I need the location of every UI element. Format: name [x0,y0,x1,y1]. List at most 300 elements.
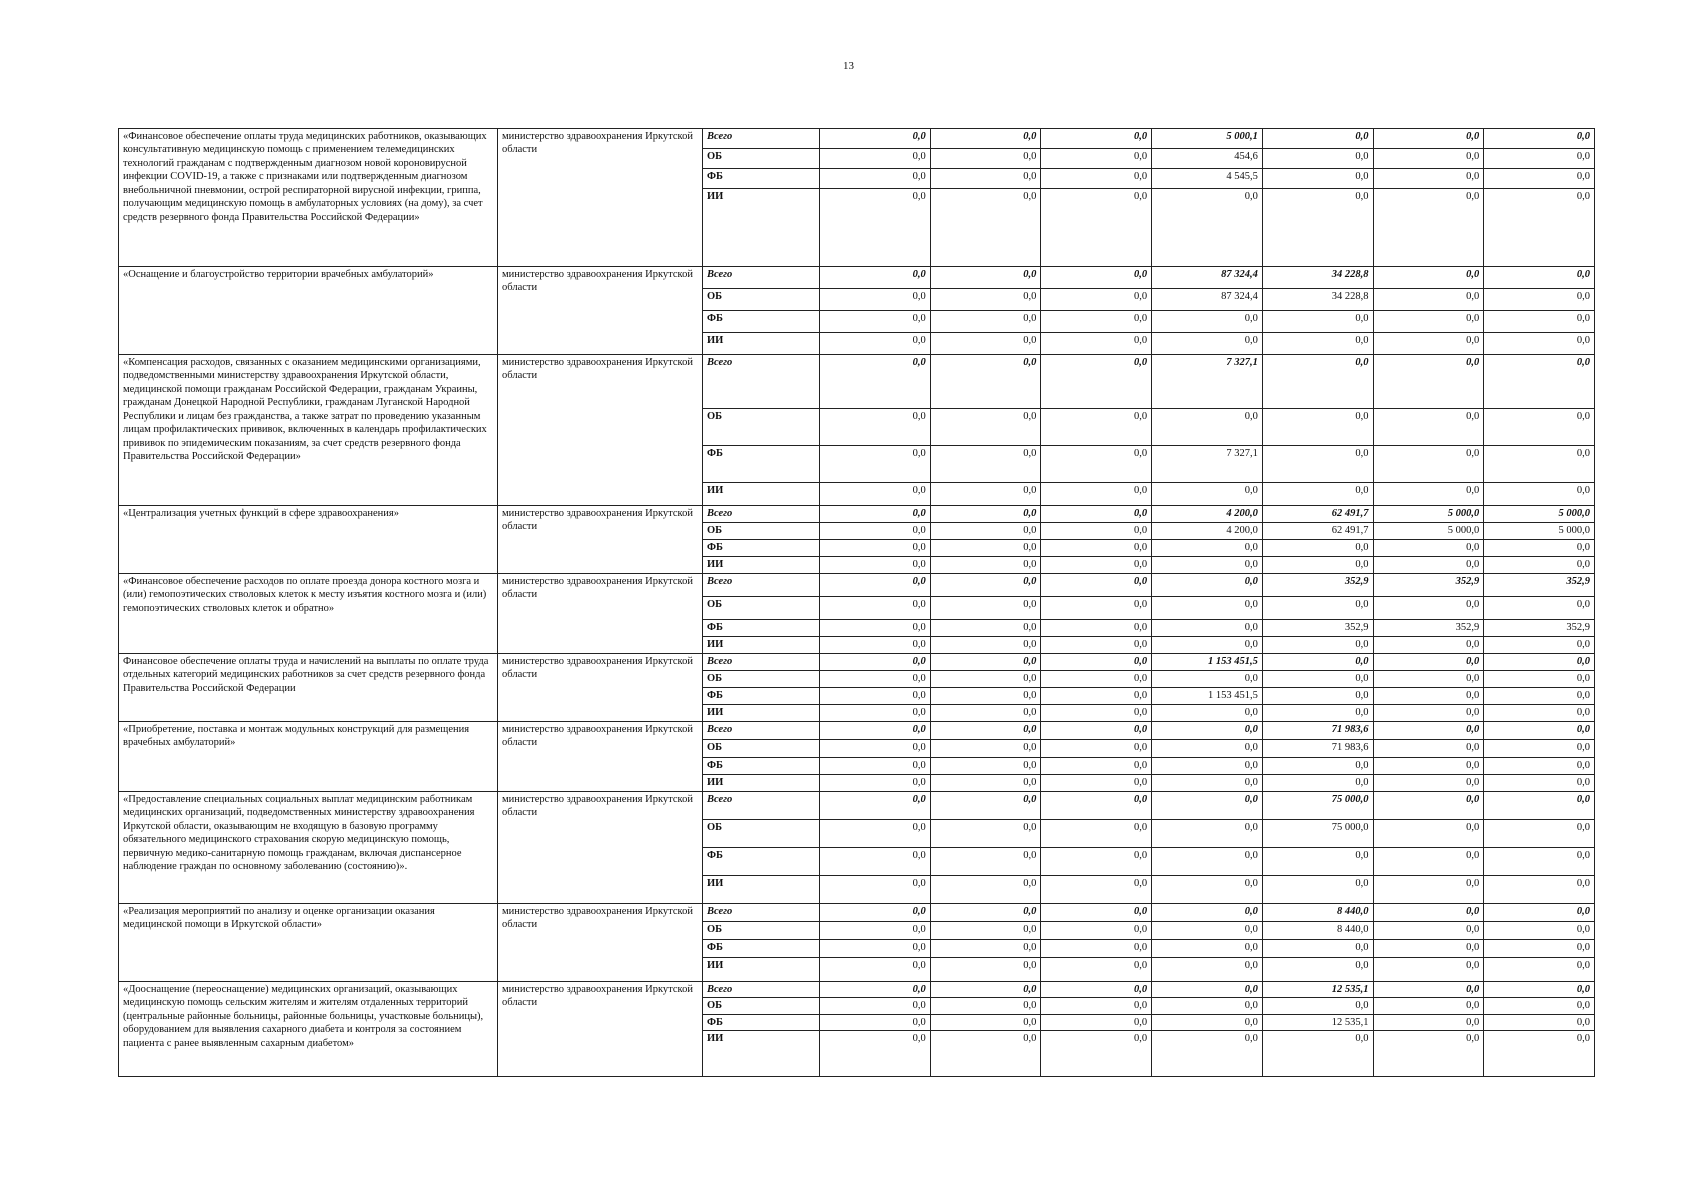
amount-cell: 0,0 [930,149,1041,169]
amount-cell: 0,0 [1152,557,1263,574]
amount-cell: 0,0 [930,654,1041,671]
amount-cell: 0,0 [1041,740,1152,758]
amount-cell: 0,0 [1152,1014,1263,1030]
amount-cell: 0,0 [1262,998,1373,1014]
funding-source-cell: ОБ [703,409,820,446]
amount-cell: 0,0 [1262,333,1373,355]
amount-cell: 0,0 [820,1014,931,1030]
amount-cell: 0,0 [1041,189,1152,267]
amount-cell: 34 228,8 [1262,289,1373,311]
amount-cell: 0,0 [1041,289,1152,311]
amount-cell: 0,0 [930,958,1041,982]
amount-cell: 0,0 [1373,149,1484,169]
amount-cell: 0,0 [820,523,931,540]
amount-cell: 0,0 [1262,654,1373,671]
funding-source-cell: ОБ [703,820,820,848]
funding-source-cell: ФБ [703,169,820,189]
funding-source-cell: ФБ [703,688,820,705]
amount-cell: 0,0 [820,189,931,267]
funding-source-cell: Всего [703,982,820,998]
amount-cell: 0,0 [930,333,1041,355]
amount-cell: 0,0 [820,1031,931,1077]
amount-cell: 71 983,6 [1262,722,1373,740]
amount-cell: 0,0 [1152,940,1263,958]
amount-cell: 0,0 [1484,922,1595,940]
table-row [119,574,1595,597]
amount-cell: 0,0 [930,311,1041,333]
amount-cell: 0,0 [1373,688,1484,705]
amount-cell: 454,6 [1152,149,1263,169]
amount-cell: 5 000,1 [1152,129,1263,149]
amount-cell: 0,0 [930,848,1041,876]
amount-cell: 0,0 [820,792,931,820]
budget-table [118,128,1595,1077]
amount-cell: 0,0 [930,540,1041,557]
amount-cell: 0,0 [820,705,931,722]
amount-cell: 0,0 [820,922,931,940]
amount-cell: 0,0 [820,998,931,1014]
amount-cell: 0,0 [930,671,1041,688]
amount-cell: 0,0 [1041,169,1152,189]
amount-cell: 0,0 [1373,169,1484,189]
amount-cell: 0,0 [1484,671,1595,688]
funding-source-cell: Всего [703,267,820,289]
amount-cell: 0,0 [1484,311,1595,333]
amount-cell: 0,0 [1484,758,1595,775]
amount-cell: 0,0 [1262,597,1373,620]
amount-cell: 0,0 [930,775,1041,792]
amount-cell: 0,0 [820,848,931,876]
amount-cell: 0,0 [930,446,1041,483]
funding-source-cell: ИИ [703,333,820,355]
amount-cell: 0,0 [1041,409,1152,446]
amount-cell: 0,0 [1152,848,1263,876]
amount-cell: 0,0 [1484,820,1595,848]
amount-cell: 0,0 [1041,982,1152,998]
funding-source-cell: Всего [703,355,820,409]
activity-name-cell: «Предоставление специальных социальных выплат медицинским работникам медицинских организаций, подведомственных министерству здравоохранения Иркутской области, оказывающим не входящую в базовую программу обязательного медицинского страхования скорую медицинскую помощь, первичную медико-санитарную помощь гражданам, включая диспансерное наблюдение граждан по основному заболеванию (состоянию)». [119,792,498,904]
amount-cell: 0,0 [1484,409,1595,446]
amount-cell: 0,0 [930,637,1041,654]
amount-cell: 352,9 [1262,620,1373,637]
amount-cell: 0,0 [1041,940,1152,958]
funding-source-cell: ИИ [703,1031,820,1077]
activity-name-cell: «Финансовое обеспечение оплаты труда медицинских работников, оказывающих консультативную медицинскую помощь с применением телемедицинских технологий гражданам с подтвержденным диагнозом новой короновирусной инфекции COVID-19, а также с признаками или подтвержденным диагнозом внебольничной пневмонии, острой респираторной вирусной инфекции, гриппа, получающим медицинскую помощь в амбулаторных условиях (на дому), за счет средств резервного фонда Правительства Российской Федерации» [119,129,498,267]
amount-cell: 0,0 [1373,311,1484,333]
amount-cell: 0,0 [1373,940,1484,958]
amount-cell: 0,0 [930,982,1041,998]
amount-cell: 0,0 [930,922,1041,940]
amount-cell: 0,0 [1484,129,1595,149]
amount-cell: 0,0 [1484,540,1595,557]
page-number: 13 [843,60,854,72]
funding-source-cell: ФБ [703,446,820,483]
amount-cell: 0,0 [820,775,931,792]
amount-cell: 0,0 [1484,740,1595,758]
amount-cell: 0,0 [820,688,931,705]
amount-cell: 0,0 [930,1014,1041,1030]
amount-cell: 0,0 [930,705,1041,722]
funding-source-cell: ИИ [703,483,820,506]
amount-cell: 0,0 [1152,922,1263,940]
amount-cell: 0,0 [1041,958,1152,982]
amount-cell: 0,0 [930,1031,1041,1077]
amount-cell: 0,0 [1373,483,1484,506]
amount-cell: 0,0 [1484,446,1595,483]
amount-cell: 0,0 [1262,958,1373,982]
amount-cell: 0,0 [1373,267,1484,289]
amount-cell: 5 000,0 [1484,506,1595,523]
amount-cell: 7 327,1 [1152,446,1263,483]
amount-cell: 0,0 [820,149,931,169]
amount-cell: 0,0 [1041,483,1152,506]
amount-cell: 0,0 [930,597,1041,620]
amount-cell: 0,0 [820,355,931,409]
amount-cell: 0,0 [1484,355,1595,409]
funding-source-cell: ИИ [703,876,820,904]
amount-cell: 0,0 [820,597,931,620]
amount-cell: 0,0 [930,129,1041,149]
amount-cell: 0,0 [930,758,1041,775]
amount-cell: 0,0 [930,557,1041,574]
amount-cell: 0,0 [1152,904,1263,922]
amount-cell: 0,0 [1262,1031,1373,1077]
amount-cell: 0,0 [820,904,931,922]
amount-cell: 0,0 [1041,876,1152,904]
amount-cell: 0,0 [1262,129,1373,149]
table-row [119,129,1595,149]
amount-cell: 0,0 [1262,775,1373,792]
amount-cell: 0,0 [1152,189,1263,267]
amount-cell: 0,0 [1041,820,1152,848]
amount-cell: 0,0 [820,671,931,688]
funding-source-cell: ФБ [703,940,820,958]
amount-cell: 0,0 [1152,998,1263,1014]
amount-cell: 0,0 [1262,355,1373,409]
amount-cell: 0,0 [820,740,931,758]
funding-source-cell: Всего [703,574,820,597]
funding-source-cell: ОБ [703,740,820,758]
funding-source-cell: ОБ [703,922,820,940]
amount-cell: 8 440,0 [1262,922,1373,940]
amount-cell: 0,0 [930,483,1041,506]
amount-cell: 0,0 [1484,876,1595,904]
amount-cell: 0,0 [1262,409,1373,446]
amount-cell: 0,0 [1373,540,1484,557]
activity-name-cell: «Приобретение, поставка и монтаж модульных конструкций для размещения врачебных амбулаторий» [119,722,498,792]
amount-cell: 0,0 [1152,637,1263,654]
amount-cell: 0,0 [1484,688,1595,705]
funding-source-cell: ОБ [703,671,820,688]
amount-cell: 1 153 451,5 [1152,654,1263,671]
amount-cell: 0,0 [1373,848,1484,876]
funding-source-cell: ИИ [703,705,820,722]
amount-cell: 0,0 [820,311,931,333]
amount-cell: 0,0 [820,637,931,654]
amount-cell: 0,0 [820,620,931,637]
amount-cell: 0,0 [1484,792,1595,820]
activity-name-cell: Финансовое обеспечение оплаты труда и начислений на выплаты по оплате труда отдельных категорий медицинских работников за счет средств резервного фонда Правительства Российской Федерации [119,654,498,722]
amount-cell: 0,0 [1373,922,1484,940]
budget-table-body [119,129,1595,1077]
amount-cell: 0,0 [930,574,1041,597]
amount-cell: 0,0 [1484,940,1595,958]
amount-cell: 0,0 [1373,355,1484,409]
amount-cell: 5 000,0 [1373,523,1484,540]
amount-cell: 0,0 [1484,1031,1595,1077]
amount-cell: 0,0 [1041,848,1152,876]
amount-cell: 0,0 [820,982,931,998]
amount-cell: 0,0 [1041,557,1152,574]
amount-cell: 0,0 [930,409,1041,446]
amount-cell: 0,0 [1041,904,1152,922]
activity-name-cell: «Компенсация расходов, связанных с оказанием медицинскими организациями, подведомственными министерству здравоохранения Иркутской области, медицинской помощи гражданам Российской Федерации, гражданам Украины, гражданам Донецкой Народной Республики, гражданам Луганской Народной Республики и лицам без гражданства, а также затрат по проведению указанным лицам профилактических прививок, включенных в календарь профилактических прививок по эпидемическим показаниям, за счет средств резервного фонда Правительства Российской Федерации» [119,355,498,506]
amount-cell: 0,0 [1373,189,1484,267]
amount-cell: 0,0 [1041,1014,1152,1030]
amount-cell: 12 535,1 [1262,982,1373,998]
activity-name-cell: «Оснащение и благоустройство территории врачебных амбулаторий» [119,267,498,355]
amount-cell: 0,0 [820,758,931,775]
executor-cell: министерство здравоохранения Иркутской области [498,904,703,982]
amount-cell: 0,0 [1484,722,1595,740]
amount-cell: 0,0 [930,267,1041,289]
amount-cell: 0,0 [1041,311,1152,333]
amount-cell: 0,0 [1484,982,1595,998]
funding-source-cell: Всего [703,654,820,671]
amount-cell: 62 491,7 [1262,506,1373,523]
amount-cell: 0,0 [820,557,931,574]
amount-cell: 34 228,8 [1262,267,1373,289]
amount-cell: 0,0 [1152,1031,1263,1077]
funding-source-cell: ИИ [703,557,820,574]
amount-cell: 0,0 [1041,333,1152,355]
amount-cell: 0,0 [1373,820,1484,848]
amount-cell: 0,0 [1041,792,1152,820]
amount-cell: 0,0 [1484,149,1595,169]
amount-cell: 0,0 [1262,940,1373,958]
amount-cell: 75 000,0 [1262,792,1373,820]
executor-cell: министерство здравоохранения Иркутской области [498,506,703,574]
amount-cell: 0,0 [820,409,931,446]
amount-cell: 352,9 [1484,620,1595,637]
amount-cell: 0,0 [820,446,931,483]
amount-cell: 0,0 [1152,620,1263,637]
amount-cell: 0,0 [930,998,1041,1014]
funding-source-cell: ОБ [703,998,820,1014]
amount-cell: 0,0 [930,876,1041,904]
amount-cell: 0,0 [930,189,1041,267]
amount-cell: 352,9 [1373,620,1484,637]
amount-cell: 0,0 [1262,637,1373,654]
amount-cell: 0,0 [1373,289,1484,311]
amount-cell: 0,0 [1373,333,1484,355]
amount-cell: 0,0 [820,722,931,740]
amount-cell: 0,0 [820,654,931,671]
amount-cell: 0,0 [1152,540,1263,557]
amount-cell: 0,0 [1484,169,1595,189]
amount-cell: 0,0 [1484,904,1595,922]
amount-cell: 62 491,7 [1262,523,1373,540]
amount-cell: 0,0 [1152,311,1263,333]
activity-name-cell: «Финансовое обеспечение расходов по оплате проезда донора костного мозга и (или) гемопоэтических стволовых клеток к месту изъятия костного мозга и (или) гемопоэтических стволовых клеток и обратно» [119,574,498,654]
amount-cell: 352,9 [1484,574,1595,597]
funding-source-cell: ФБ [703,758,820,775]
amount-cell: 0,0 [1373,982,1484,998]
amount-cell: 0,0 [1262,540,1373,557]
amount-cell: 1 153 451,5 [1152,688,1263,705]
amount-cell: 0,0 [1041,129,1152,149]
funding-source-cell: ФБ [703,540,820,557]
funding-source-cell: ИИ [703,958,820,982]
amount-cell: 0,0 [1484,557,1595,574]
amount-cell: 0,0 [1262,671,1373,688]
funding-source-cell: ФБ [703,620,820,637]
amount-cell: 0,0 [930,904,1041,922]
funding-source-cell: ИИ [703,189,820,267]
amount-cell: 0,0 [1152,775,1263,792]
funding-source-cell: Всего [703,904,820,922]
amount-cell: 0,0 [1152,758,1263,775]
amount-cell: 0,0 [930,169,1041,189]
funding-source-cell: Всего [703,722,820,740]
amount-cell: 0,0 [1041,446,1152,483]
amount-cell: 0,0 [1152,958,1263,982]
amount-cell: 0,0 [1484,483,1595,506]
amount-cell: 0,0 [1484,654,1595,671]
amount-cell: 0,0 [1041,637,1152,654]
amount-cell: 75 000,0 [1262,820,1373,848]
executor-cell: министерство здравоохранения Иркутской области [498,654,703,722]
funding-source-cell: ОБ [703,597,820,620]
activity-name-cell: «Реализация мероприятий по анализу и оценке организации оказания медицинской помощи в Иркутской области» [119,904,498,982]
amount-cell: 0,0 [1373,792,1484,820]
activity-name-cell: «Централизация учетных функций в сфере здравоохранения» [119,506,498,574]
amount-cell: 0,0 [930,289,1041,311]
amount-cell: 0,0 [1484,267,1595,289]
amount-cell: 0,0 [1041,998,1152,1014]
amount-cell: 0,0 [1484,637,1595,654]
amount-cell: 0,0 [1041,355,1152,409]
amount-cell: 0,0 [820,940,931,958]
amount-cell: 0,0 [930,506,1041,523]
table-row [119,654,1595,671]
amount-cell: 0,0 [1262,149,1373,169]
amount-cell: 8 440,0 [1262,904,1373,922]
amount-cell: 0,0 [930,740,1041,758]
amount-cell: 0,0 [1152,574,1263,597]
amount-cell: 0,0 [1041,775,1152,792]
amount-cell: 0,0 [930,820,1041,848]
amount-cell: 0,0 [1262,876,1373,904]
amount-cell: 0,0 [1262,758,1373,775]
amount-cell: 0,0 [1041,922,1152,940]
amount-cell: 0,0 [1373,876,1484,904]
amount-cell: 0,0 [1373,958,1484,982]
amount-cell: 0,0 [1152,820,1263,848]
amount-cell: 0,0 [1484,189,1595,267]
amount-cell: 0,0 [1373,1014,1484,1030]
amount-cell: 0,0 [1373,129,1484,149]
amount-cell: 0,0 [930,523,1041,540]
amount-cell: 0,0 [1373,597,1484,620]
amount-cell: 0,0 [930,792,1041,820]
amount-cell: 0,0 [1373,998,1484,1014]
amount-cell: 0,0 [1041,671,1152,688]
amount-cell: 0,0 [930,355,1041,409]
amount-cell: 0,0 [1373,446,1484,483]
amount-cell: 0,0 [1041,1031,1152,1077]
amount-cell: 0,0 [1041,597,1152,620]
amount-cell: 0,0 [1152,982,1263,998]
amount-cell: 0,0 [930,620,1041,637]
funding-source-cell: ИИ [703,637,820,654]
table-row [119,506,1595,523]
amount-cell: 0,0 [1041,523,1152,540]
funding-source-cell: Всего [703,792,820,820]
amount-cell: 0,0 [1484,289,1595,311]
funding-source-cell: ОБ [703,523,820,540]
executor-cell: министерство здравоохранения Иркутской области [498,982,703,1077]
amount-cell: 352,9 [1262,574,1373,597]
amount-cell: 0,0 [1041,688,1152,705]
amount-cell: 0,0 [1152,597,1263,620]
amount-cell: 0,0 [1041,149,1152,169]
amount-cell: 0,0 [1373,1031,1484,1077]
amount-cell: 0,0 [1152,792,1263,820]
amount-cell: 0,0 [930,940,1041,958]
amount-cell: 0,0 [1152,333,1263,355]
amount-cell: 0,0 [1041,574,1152,597]
amount-cell: 0,0 [1484,775,1595,792]
table-row [119,982,1595,998]
amount-cell: 0,0 [1152,876,1263,904]
amount-cell: 0,0 [820,540,931,557]
amount-cell: 0,0 [1262,557,1373,574]
amount-cell: 0,0 [1152,483,1263,506]
amount-cell: 0,0 [1373,758,1484,775]
amount-cell: 0,0 [820,506,931,523]
amount-cell: 12 535,1 [1262,1014,1373,1030]
amount-cell: 87 324,4 [1152,289,1263,311]
amount-cell: 0,0 [1373,637,1484,654]
amount-cell: 0,0 [1262,483,1373,506]
amount-cell: 0,0 [1152,705,1263,722]
amount-cell: 0,0 [1152,740,1263,758]
table-row [119,722,1595,740]
table-row [119,904,1595,922]
amount-cell: 0,0 [1262,311,1373,333]
amount-cell: 0,0 [1152,671,1263,688]
amount-cell: 0,0 [1373,722,1484,740]
amount-cell: 0,0 [1373,409,1484,446]
amount-cell: 0,0 [1484,958,1595,982]
amount-cell: 0,0 [1041,722,1152,740]
amount-cell: 0,0 [820,289,931,311]
amount-cell: 0,0 [1041,267,1152,289]
amount-cell: 0,0 [1041,654,1152,671]
funding-source-cell: Всего [703,129,820,149]
amount-cell: 4 545,5 [1152,169,1263,189]
amount-cell: 71 983,6 [1262,740,1373,758]
amount-cell: 0,0 [930,722,1041,740]
amount-cell: 0,0 [930,688,1041,705]
executor-cell: министерство здравоохранения Иркутской области [498,722,703,792]
table-row [119,267,1595,289]
amount-cell: 0,0 [1373,904,1484,922]
amount-cell: 0,0 [1373,740,1484,758]
executor-cell: министерство здравоохранения Иркутской области [498,574,703,654]
amount-cell: 0,0 [1262,189,1373,267]
